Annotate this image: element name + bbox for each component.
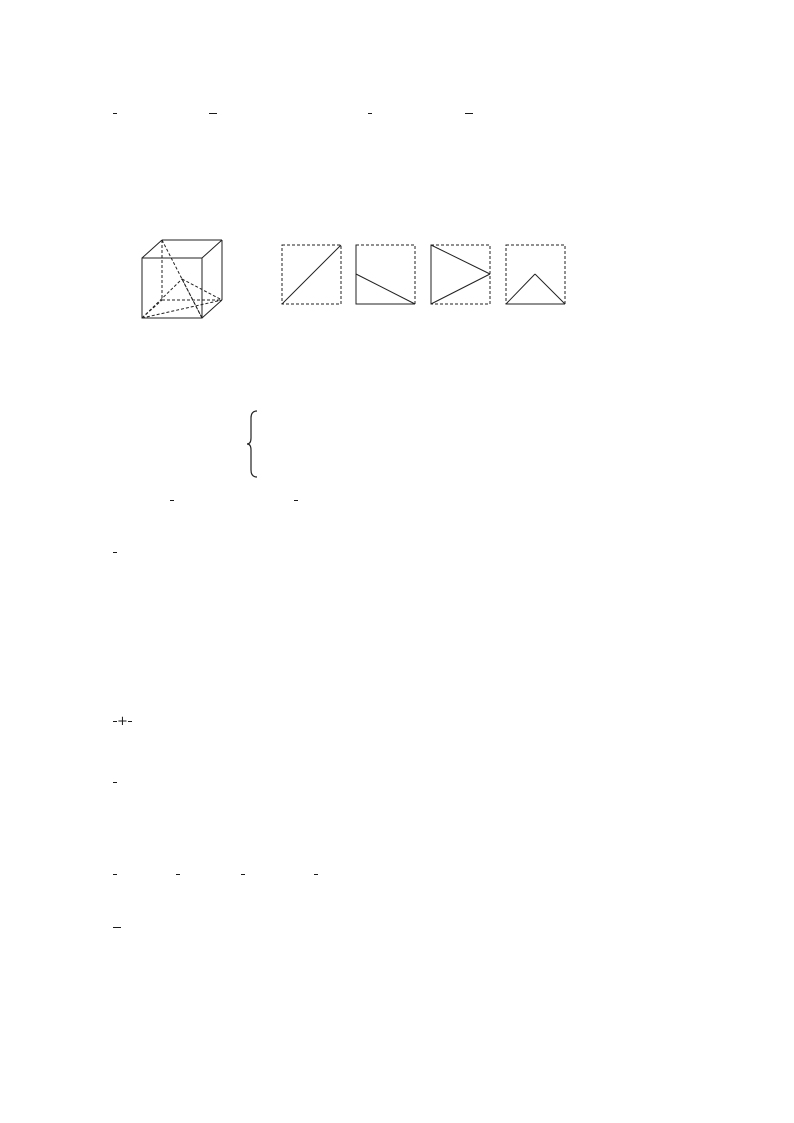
q10-line1 (113, 920, 121, 935)
q5-option-c (368, 106, 372, 121)
q9-option-b (176, 867, 180, 882)
q5-option-d (465, 106, 473, 121)
projection-2 (356, 245, 415, 304)
q9-line1: + (113, 714, 132, 729)
q8-stem (113, 545, 117, 560)
q7-option-d (294, 493, 298, 508)
q8-graphs (118, 600, 678, 692)
q7-system (256, 412, 341, 480)
cube-figure (142, 240, 222, 318)
q5-a-value (113, 113, 117, 114)
q9-option-c (241, 867, 245, 882)
q9-option-a (113, 867, 117, 882)
q6-figures (120, 228, 590, 346)
projection-3 (431, 245, 490, 304)
q9-option-d (314, 867, 318, 882)
projection-4 (506, 245, 565, 304)
q9-line2 (113, 775, 117, 790)
q7-option-b (170, 493, 174, 508)
projection-1 (282, 245, 341, 304)
q5-options (113, 106, 117, 121)
q5-option-b (209, 106, 217, 121)
